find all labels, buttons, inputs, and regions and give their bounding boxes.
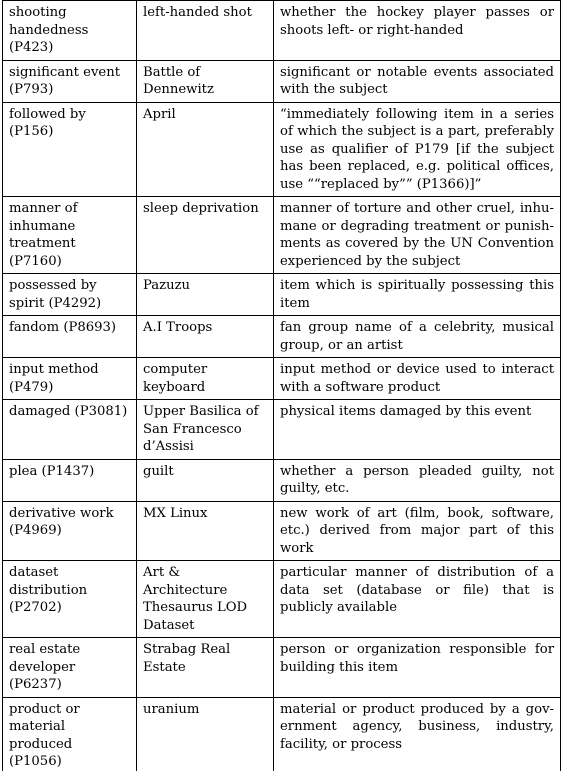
description-cell xyxy=(274,501,561,561)
value-label: April xyxy=(143,106,176,122)
description-cell xyxy=(274,400,561,460)
value-cell xyxy=(137,501,274,561)
value-cell xyxy=(137,638,274,698)
value-cell xyxy=(137,197,274,274)
property-cell xyxy=(3,358,137,400)
property-cell xyxy=(3,60,137,102)
value-label: Battle of Dennewitz xyxy=(143,64,214,97)
table-body xyxy=(3,1,561,771)
property-label: plea (P1437) xyxy=(9,463,95,479)
value-cell xyxy=(137,60,274,102)
table-row xyxy=(3,316,561,358)
description-cell xyxy=(274,638,561,698)
value-cell xyxy=(137,274,274,316)
property-label: significant event (P793) xyxy=(9,64,121,97)
value-label: computer keyboard xyxy=(143,362,208,395)
property-label: manner of inhumane treatment (P7160) xyxy=(9,201,78,269)
description-text: particular manner of distribution of a data set (database or file) that is publicly available xyxy=(280,565,554,615)
property-label: real estate developer (P6237) xyxy=(9,642,81,692)
value-label: A.I Troops xyxy=(143,320,213,335)
property-label: product or material produced (P1056) xyxy=(9,701,80,769)
description-text: person or organization responsible for building this item xyxy=(280,642,554,675)
value-label: Upper Basilica of San Francesco d’Assisi xyxy=(143,404,259,454)
property-label: fandom (P8693) xyxy=(9,320,117,335)
description-text: physical items damaged by this event xyxy=(280,404,532,419)
property-cell xyxy=(3,400,137,460)
table-row xyxy=(3,501,561,561)
value-cell xyxy=(137,316,274,358)
value-cell xyxy=(137,400,274,460)
description-text: “immediately following item in a series of which the subject is a part, preferably use as qualifier of P179 [if the subject has been replaced, e.g. political offices, use ““replaced by”” (P1366)]” xyxy=(280,106,554,192)
description-text: significant or notable events associated with the subject xyxy=(280,64,554,97)
description-cell xyxy=(274,197,561,274)
property-cell xyxy=(3,316,137,358)
table-row xyxy=(3,102,561,197)
property-label: followed by (P156) xyxy=(9,106,86,139)
property-cell xyxy=(3,459,137,501)
table-row xyxy=(3,697,561,771)
table-row xyxy=(3,60,561,102)
value-label: uranium xyxy=(143,701,200,717)
value-cell xyxy=(137,358,274,400)
description-cell xyxy=(274,60,561,102)
property-cell xyxy=(3,501,137,561)
property-cell xyxy=(3,102,137,197)
table-row xyxy=(3,561,561,638)
description-cell xyxy=(274,697,561,771)
table-row xyxy=(3,400,561,460)
value-cell xyxy=(137,561,274,638)
property-label: derivative work (P4969) xyxy=(9,505,114,538)
description-cell xyxy=(274,102,561,197)
table-row xyxy=(3,459,561,501)
property-label: input method (P479) xyxy=(9,362,99,395)
value-cell xyxy=(137,697,274,771)
description-text: whether the hockey player passes or shoots left- or right-handed xyxy=(280,5,554,38)
value-label: Pazuzu xyxy=(143,278,191,293)
value-label: left-handed shot xyxy=(143,5,252,20)
table-row xyxy=(3,358,561,400)
property-label: shooting handedness (P423) xyxy=(9,5,89,55)
property-cell xyxy=(3,197,137,274)
property-cell xyxy=(3,1,137,61)
property-table xyxy=(2,0,561,771)
description-text: material or product produced by a government agency, business, industry, facility, or process xyxy=(280,701,554,752)
value-cell xyxy=(137,102,274,197)
property-label: possessed by spirit (P4292) xyxy=(9,278,102,311)
description-cell xyxy=(274,316,561,358)
value-label: Strabag Real Estate xyxy=(143,642,231,675)
description-text: manner of torture and other cruel, inhumane or degrading treatment or punishments as covered by the UN Convention experienced by the subject xyxy=(280,201,554,269)
value-label: sleep deprivation xyxy=(143,201,259,216)
value-label: MX Linux xyxy=(143,505,208,521)
description-text: fan group name of a celebrity, musical group, or an artist xyxy=(280,320,554,353)
description-cell xyxy=(274,358,561,400)
value-label: Art & Architecture Thesaurus LOD Dataset xyxy=(143,565,248,633)
property-cell xyxy=(3,697,137,771)
property-label: damaged (P3081) xyxy=(9,404,128,419)
property-label: dataset distribution (P2702) xyxy=(9,565,88,615)
property-cell xyxy=(3,274,137,316)
description-text: new work of art (film, book, software, etc.) derived from major part of this work xyxy=(280,505,554,556)
value-cell xyxy=(137,459,274,501)
description-cell xyxy=(274,1,561,61)
description-text: whether a person pleaded guilty, not guilty, etc. xyxy=(280,463,554,496)
description-text: item which is spiritually possessing this item xyxy=(280,278,554,311)
property-cell xyxy=(3,638,137,698)
description-text: input method or device used to interact with a software product xyxy=(280,362,554,395)
table-row xyxy=(3,197,561,274)
description-cell xyxy=(274,274,561,316)
table-row xyxy=(3,1,561,61)
value-cell xyxy=(137,1,274,61)
value-label: guilt xyxy=(143,463,174,479)
property-cell xyxy=(3,561,137,638)
description-cell xyxy=(274,459,561,501)
description-cell xyxy=(274,561,561,638)
table-row xyxy=(3,274,561,316)
table-row xyxy=(3,638,561,698)
